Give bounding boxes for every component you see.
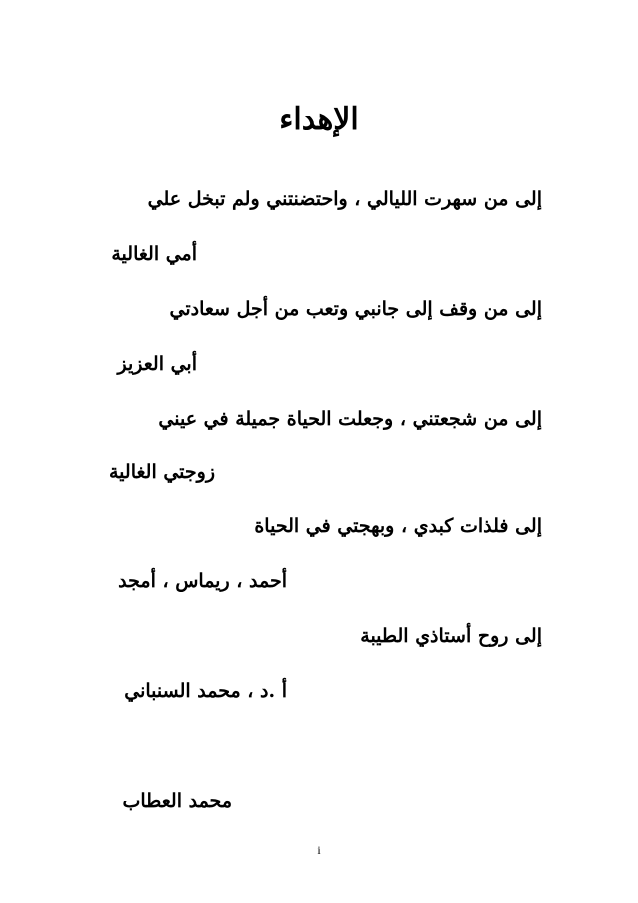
recipient-mother: أمي الغالية bbox=[111, 243, 197, 265]
recipient-teacher: أ .د ، محمد السنباني bbox=[124, 680, 287, 702]
page-number: i bbox=[317, 843, 321, 857]
page-title: الإهداء bbox=[279, 102, 359, 137]
dedication-line-teacher: إلى روح أستاذي الطيبة bbox=[360, 625, 542, 647]
dedication-line-mother: إلى من سهرت الليالي ، واحتضنتني ولم تبخل علي bbox=[147, 188, 542, 210]
dedication-line-father: إلى من وقف إلى جانبي وتعب من أجل سعادتي bbox=[169, 298, 542, 320]
dedication-line-children: إلى فلذات كبدي ، وبهجتي في الحياة bbox=[254, 515, 542, 537]
dedication-line-wife: إلى من شجعتني ، وجعلت الحياة جميلة في عيني bbox=[158, 408, 542, 430]
recipient-children: أحمد ، ريماس ، أمجد bbox=[118, 570, 287, 592]
signature: محمد العطاب bbox=[122, 790, 232, 812]
recipient-father: أبي العزيز bbox=[117, 353, 197, 375]
recipient-wife: زوجتي الغالية bbox=[108, 461, 215, 483]
